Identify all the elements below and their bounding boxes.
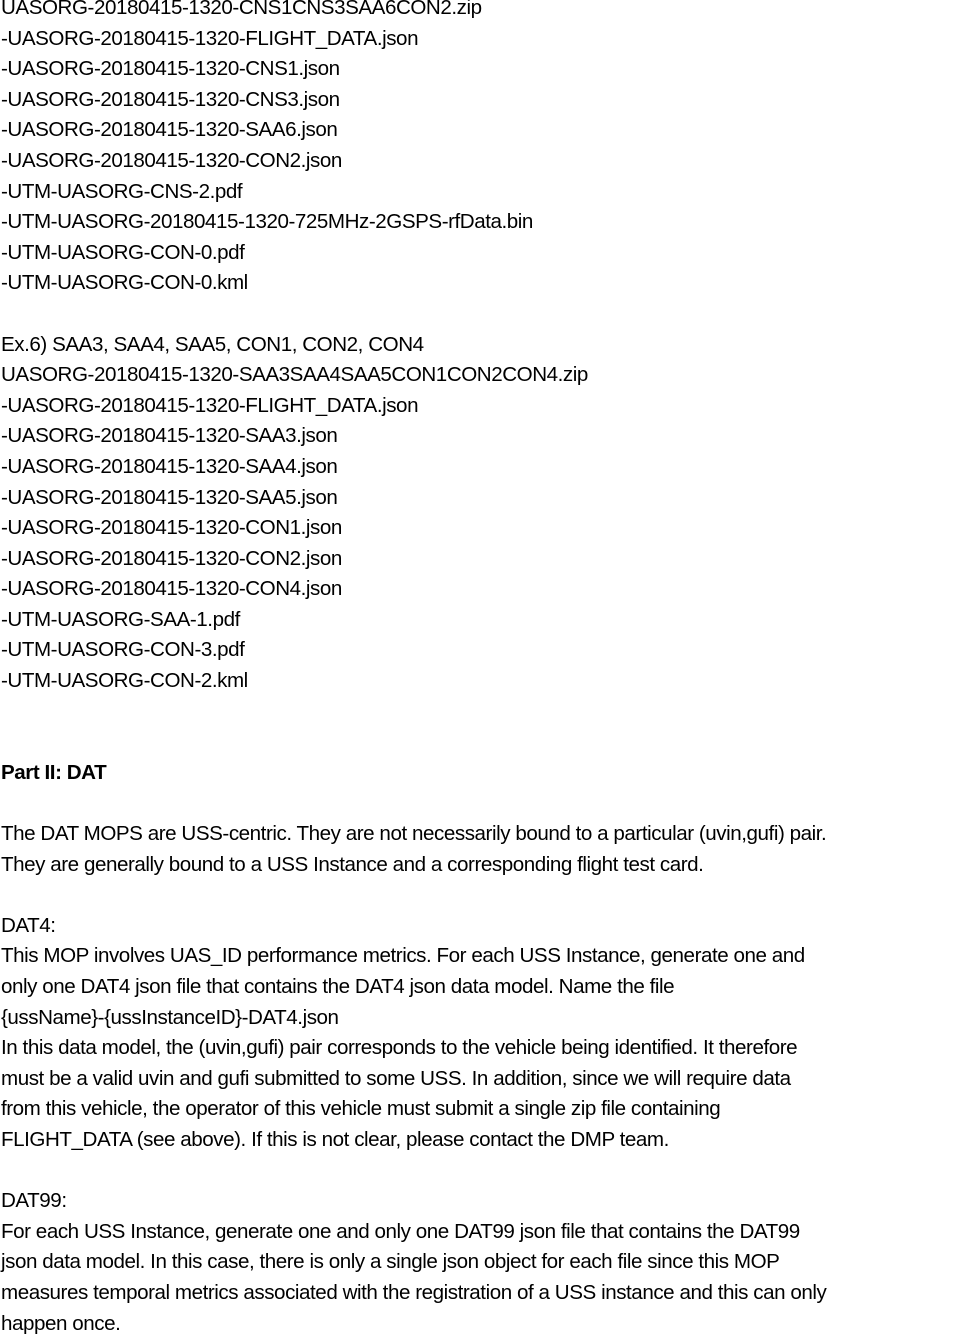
spacer — [1, 727, 959, 758]
part-2-section — [1, 758, 959, 1339]
paragraph-line: FLIGHT_DATA (see above). If this is not clear, please contact the DMP team. — [1, 1127, 669, 1151]
file-list-block — [1, 0, 959, 299]
file-entry: -UASORG-20180415-1320-CON4.json — [1, 577, 342, 601]
spacer — [1, 788, 959, 819]
paragraph-line: In this data model, the (uvin,gufi) pair corresponds to the vehicle being identified. It therefore — [1, 1036, 798, 1060]
paragraph-line: This MOP involves UAS_ID performance metrics. For each USS Instance, generate one and — [1, 944, 805, 968]
zip-file-name: UASORG-20180415-1320-CNS1CNS3SAA6CON2.zip — [1, 0, 482, 19]
paragraph-line: json data model. In this case, there is only a single json object for each file since this MOP — [1, 1250, 780, 1274]
file-entry: -UASORG-20180415-1320-CON2.json — [1, 148, 342, 172]
example-title: Ex.6) SAA3, SAA4, SAA5, CON1, CON2, CON4 — [1, 332, 424, 356]
spacer — [1, 1156, 959, 1187]
zip-file-name: UASORG-20180415-1320-SAA3SAA4SAA5CON1CON2CON4.zip — [1, 363, 588, 387]
paragraph-line: happen once. — [1, 1311, 121, 1335]
file-entry: -UASORG-20180415-1320-CON1.json — [1, 516, 342, 540]
paragraph-line: must be a valid uvin and gufi submitted to some USS. In addition, since we will require data — [1, 1066, 791, 1090]
file-entry: -UTM-UASORG-CON-0.kml — [1, 271, 248, 295]
paragraph-line: The DAT MOPS are USS-centric. They are not necessarily bound to a particular (uvin,gufi) pair. — [1, 822, 827, 846]
file-entry: -UASORG-20180415-1320-SAA4.json — [1, 454, 338, 478]
spacer — [1, 880, 959, 911]
file-entry: -UASORG-20180415-1320-SAA3.json — [1, 424, 338, 448]
file-entry: -UASORG-20180415-1320-CON2.json — [1, 546, 342, 570]
paragraph-line: from this vehicle, the operator of this vehicle must submit a single zip file containing — [1, 1097, 721, 1121]
paragraph-line: For each USS Instance, generate one and only one DAT99 json file that contains the DAT99 — [1, 1219, 800, 1243]
file-entry: -UASORG-20180415-1320-SAA5.json — [1, 485, 338, 509]
file-entry: -UASORG-20180415-1320-CNS3.json — [1, 87, 340, 111]
file-entry: -UTM-UASORG-SAA-1.pdf — [1, 607, 240, 631]
paragraph-line: {ussName}-{ussInstanceID}-DAT4.json — [1, 1005, 339, 1029]
file-entry: -UTM-UASORG-CON-2.kml — [1, 669, 248, 693]
file-entry: -UTM-UASORG-20180415-1320-725MHz-2GSPS-rfData.bin — [1, 210, 533, 234]
paragraph-line: only one DAT4 json file that contains the DAT4 json data model. Name the file — [1, 975, 675, 998]
spacer — [1, 697, 959, 728]
section-heading: Part II: DAT — [1, 760, 107, 784]
dat4-label: DAT4: — [1, 913, 56, 937]
file-entry: -UASORG-20180415-1320-FLIGHT_DATA.json — [1, 26, 419, 50]
file-entry: -UASORG-20180415-1320-FLIGHT_DATA.json — [1, 393, 419, 417]
file-entry: -UASORG-20180415-1320-SAA6.json — [1, 118, 338, 142]
paragraph-line: They are generally bound to a USS Instance and a corresponding flight test card. — [1, 852, 704, 876]
file-entry: -UTM-UASORG-CON-0.pdf — [1, 240, 245, 264]
paragraph-line: measures temporal metrics associated with the registration of a USS instance and this can only — [1, 1280, 827, 1304]
file-entry: -UTM-UASORG-CON-3.pdf — [1, 638, 245, 662]
dat99-label: DAT99: — [1, 1189, 67, 1213]
example-6-block — [1, 330, 959, 697]
file-entry: -UASORG-20180415-1320-CNS1.json — [1, 57, 340, 81]
document-page — [1, 0, 959, 1339]
spacer — [1, 299, 959, 330]
file-entry: -UTM-UASORG-CNS-2.pdf — [1, 179, 243, 203]
